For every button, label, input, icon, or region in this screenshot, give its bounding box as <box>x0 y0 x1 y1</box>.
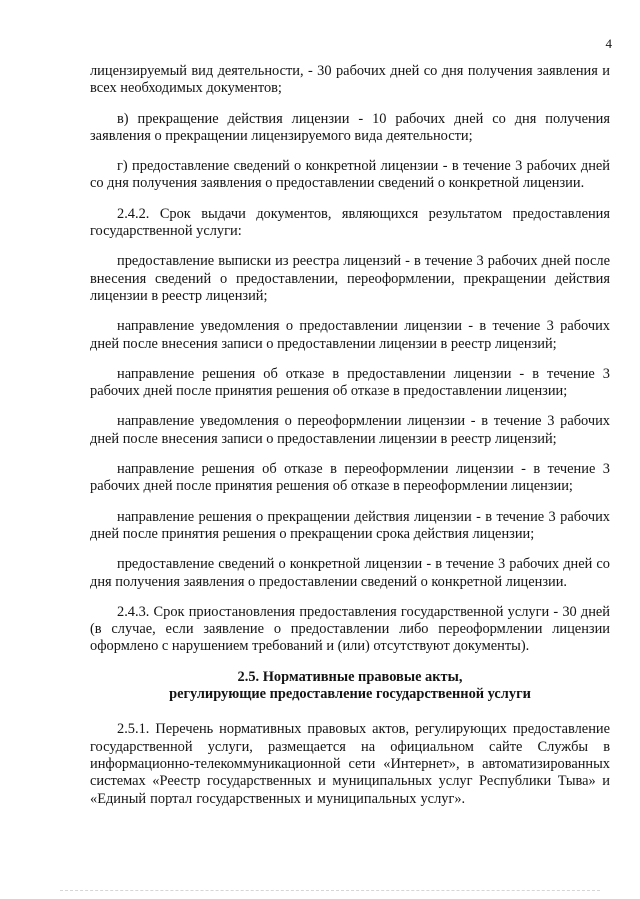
page-number: 4 <box>605 36 612 51</box>
paragraph: лицензируемый вид деятельности, - 30 рабочих дней со дня получения заявления и всех необходимых документов; <box>90 63 610 97</box>
paragraph: г) предоставление сведений о конкретной лицензии - в течение 3 рабочих дней со дня получения заявления о предоставлении сведений о конкретной лицензии. <box>90 158 610 192</box>
paragraph: направление решения о прекращении действия лицензии - в течение 3 рабочих дней после принятия решения о прекращении срока действия лицензии; <box>90 508 610 542</box>
section-heading-line-2: регулирующие предоставление государственной услуги <box>169 686 531 703</box>
paragraph: в) прекращение действия лицензии - 10 рабочих дней со дня получения заявления о прекращении лицензируемого вида деятельности; <box>90 110 610 144</box>
paragraph: направление уведомления о переоформлении лицензии - в течение 3 рабочих дней после внесения записи о предоставлении лицензии в реестр лицензий; <box>90 413 610 447</box>
section-heading-line-1: 2.5. Нормативные правовые акты, <box>237 668 463 685</box>
paragraph: направление уведомления о предоставлении лицензии - в течение 3 рабочих дней после внесения записи о предоставлении лицензии в реестр лицензий; <box>90 318 610 352</box>
section-heading <box>90 669 610 704</box>
paragraph: предоставление выписки из реестра лицензий - в течение 3 рабочих дней после внесения сведений о предоставлении, переоформлении, прекращении действия лицензии в реестр лицензий; <box>90 253 610 304</box>
paragraph: направление решения об отказе в предоставлении лицензии - в течение 3 рабочих дней после принятия решения об отказе в предоставлении лицензии; <box>90 365 610 400</box>
document-body <box>90 63 610 821</box>
paragraph: 2.5.1. Перечень нормативных правовых актов, регулирующих предоставление государственной услуги, размещается на официальном сайте Службы в информационно-телекоммуникационной сети «Интернет», в автоматизированных системах «Реестр государственных и муниципальных услуг Республики Тыва» и «Единый портал государственных и муниципальных услуг». <box>90 721 610 807</box>
paragraph: 2.4.3. Срок приостановления предоставления государственной услуги - 30 дней (в случае, если заявление о предоставлении либо переоформлении лицензии оформлено с нарушением требований и (или) отсутствуют документы). <box>90 603 610 655</box>
paragraph: предоставление сведений о конкретной лицензии - в течение 3 рабочих дней со дня получения заявления о предоставлении сведений о конкретной лицензии. <box>90 556 610 590</box>
paragraph: направление решения об отказе в переоформлении лицензии - в течение 3 рабочих дней после принятия решения об отказе в переоформлении лицензии; <box>90 461 610 495</box>
paragraph: 2.4.2. Срок выдачи документов, являющихся результатом предоставления государственной услуги: <box>90 205 610 240</box>
scan-border-line <box>60 890 600 891</box>
